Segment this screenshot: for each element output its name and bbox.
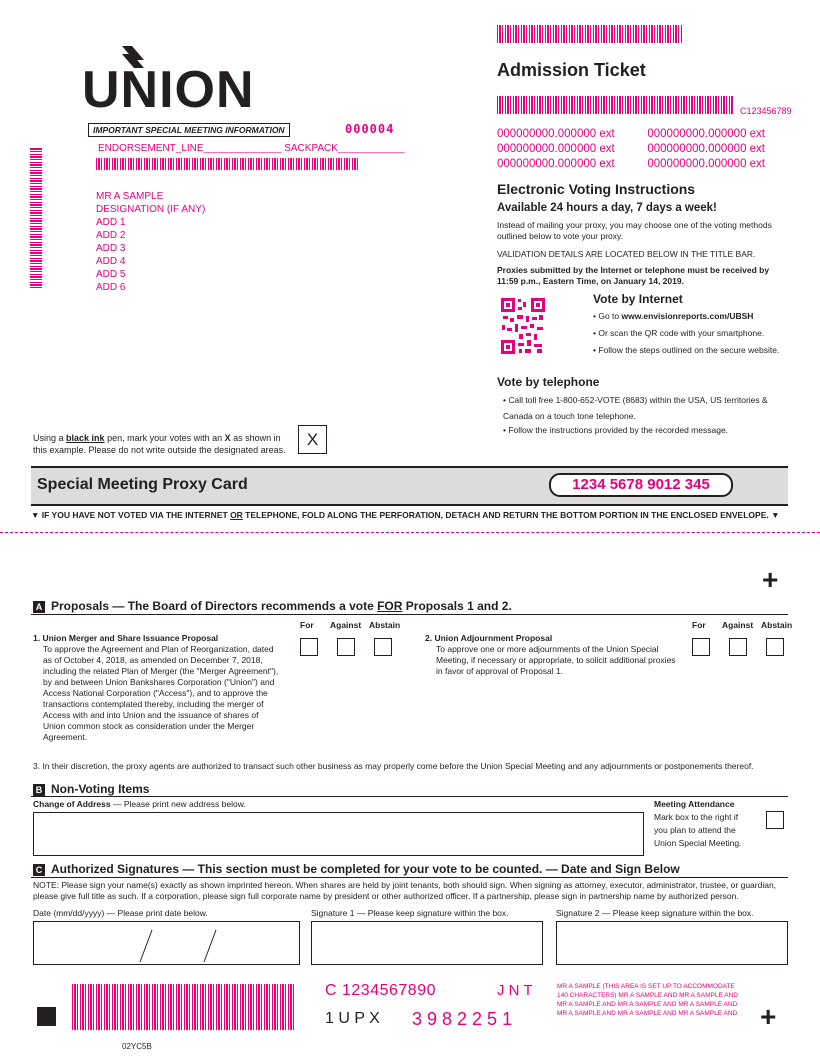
address-line: ADD 5 xyxy=(96,269,126,280)
card-number xyxy=(549,473,733,497)
address-line: DESIGNATION (IF ANY) xyxy=(96,204,206,215)
card-title: Special Meeting Proxy Card xyxy=(37,476,248,493)
ink-instruction xyxy=(33,432,293,456)
ink-pen: black ink xyxy=(66,433,105,443)
corner-marker xyxy=(37,1007,56,1026)
evi-availability: Available 24 hours a day, 7 days a week! xyxy=(497,202,717,214)
p2-against-checkbox[interactable] xyxy=(729,638,747,656)
date-slashes xyxy=(34,922,299,964)
signature-1-label: Signature 1 — Please keep signature within the box. xyxy=(311,908,509,918)
fold-a: ▼ IF YOU HAVE NOT VOTED VIA THE INTERNET xyxy=(31,510,231,520)
p1-against-checkbox[interactable] xyxy=(337,638,355,656)
footer-sample: MR A SAMPLE (THIS AREA IS SET UP TO ACCOMMODATE 140 CHARACTERS) MR A SAMPLE AND MR A SAMPLE AND MR A SAMPLE AND MR A SAMPLE AND MR A SAMPLE AND MR A SAMPLE AND MR A SAMPLE AND MR A SAMPLE AND xyxy=(557,983,738,1017)
section-b-rule xyxy=(31,796,788,797)
signature-2-label: Signature 2 — Please keep signature within the box. xyxy=(556,908,754,918)
ink-post: as shown in this example. Please do not write outside the designated areas. xyxy=(33,433,286,455)
example-mark: X xyxy=(306,430,319,449)
phone-title: Vote by telephone xyxy=(497,375,600,389)
p2-abstain-checkbox[interactable] xyxy=(766,638,784,656)
fold-or: OR xyxy=(230,510,243,520)
registration-mark-icon: + xyxy=(762,564,779,595)
date-field[interactable] xyxy=(33,921,300,965)
col-for: For xyxy=(692,620,706,630)
p2-text: To approve one or more adjournments of the Union Special Meeting, if necessary or appropriate, to solicit additional proxies in favor of approval of Proposal 1. xyxy=(436,644,676,676)
signature-2-field[interactable] xyxy=(556,921,788,965)
col-against: Against xyxy=(330,620,362,630)
logo-text: UNION xyxy=(82,61,255,119)
ext-number: 000000000.000000 ext xyxy=(497,128,615,140)
address-line: MR A SAMPLE xyxy=(96,191,164,202)
p1-text: To approve the Agreement and Plan of Reorganization, dated as of October 4, 2018, as amended on December 7, 2018, including the related Plan of Merger (the "Merger Agreement"), by and between Union Bankshares Corporation ("Union") and Access National Corporation ("Access"), and to approve the transactions contemplated thereby, including the merger of Access with and into Union and the issuance of shares of Union common stock as consideration under the Merger Agreement. xyxy=(43,644,279,742)
section-b-title: Non-Voting Items xyxy=(51,782,150,796)
change-of-address-label xyxy=(33,799,246,810)
ext-number: 000000000.000000 ext xyxy=(647,158,765,170)
evi-intro: Instead of mailing your proxy, you may choose one of the voting methods outlined below to vote your proxy. xyxy=(497,220,772,241)
internet-title: Vote by Internet xyxy=(593,292,683,306)
control-number: C123456789 xyxy=(740,106,792,116)
p1-abstain-checkbox[interactable] xyxy=(374,638,392,656)
fold-instruction xyxy=(31,510,780,520)
info-label: IMPORTANT SPECIAL MEETING INFORMATION xyxy=(88,123,290,137)
endorsement-line: ENDORSEMENT_LINE______________ SACKPACK____________ xyxy=(98,143,405,154)
footer-upx: 1 U P X xyxy=(325,1010,380,1027)
phone-call-text: • Call toll free 1-800-652-VOTE (8683) within the USA, US territories & Canada on a touch tone telephone. xyxy=(503,395,768,421)
ticket-barcode xyxy=(497,96,733,114)
signature-note: NOTE: Please sign your name(s) exactly as shown imprinted hereon. When shares are held by joint tenants, both should sign. When signing as attorney, executor, administrator, trustee, or guardian, please give full title as such. If a corporation, please sign full corporate name by president or other authorized officer. If a partnership, please sign in partnership name by authorized person. xyxy=(33,880,777,901)
footer-c-number: C 1234567890 xyxy=(325,982,436,999)
sequence-number: 000004 xyxy=(345,122,395,136)
p1-for-checkbox[interactable] xyxy=(300,638,318,656)
ext-number: 000000000.000000 ext xyxy=(647,143,765,155)
internet-follow-text: • Follow the steps outlined on the secure website. xyxy=(593,345,780,355)
meeting-attendance-checkbox[interactable] xyxy=(766,811,784,829)
section-a-badge: A xyxy=(33,601,45,613)
address-line: ADD 3 xyxy=(96,243,126,254)
section-a-title-b: Proposals 1 and 2. xyxy=(402,599,512,613)
ext-numbers xyxy=(497,127,797,172)
footer-code: 3 9 8 2 2 5 1 xyxy=(412,1009,513,1029)
date-label: Date (mm/dd/yyyy) — Please print date below. xyxy=(33,908,208,918)
evi-validation: VALIDATION DETAILS ARE LOCATED BELOW IN THE TITLE BAR. xyxy=(497,249,756,259)
footer-jnt: J N T xyxy=(497,982,533,999)
signature-1-field[interactable] xyxy=(311,921,543,965)
footer-barcode xyxy=(72,984,294,1030)
qr-code-icon xyxy=(501,298,545,354)
perforation-line xyxy=(0,532,820,533)
p3-text: 3. In their discretion, the proxy agents are authorized to transact such other business as may properly come before the Union Special Meeting and any adjournments or postponements thereof. xyxy=(33,761,754,771)
section-a-title-for: FOR xyxy=(377,599,403,613)
ticket-title: Admission Ticket xyxy=(497,60,646,80)
p1-title: 1. Union Merger and Share Issuance Proposal xyxy=(33,633,219,643)
ink-pre: Using a xyxy=(33,433,67,443)
section-b-badge: B xyxy=(33,784,45,796)
internet-go-text: • Go to xyxy=(593,311,622,321)
address-line: ADD 1 xyxy=(96,217,126,228)
registration-mark-icon: + xyxy=(760,1001,777,1032)
section-c-rule xyxy=(31,877,788,878)
evi-deadline: Proxies submitted by the Internet or telephone must be received by 11:59 p.m., Eastern Time, on January 14, 2019. xyxy=(497,265,770,286)
col-abstain: Abstain xyxy=(369,620,401,630)
section-c-title: Authorized Signatures — This section must be completed for your vote to be counted. — Date and Sign Below xyxy=(51,862,680,876)
section-a-header xyxy=(33,599,512,613)
ink-x: X xyxy=(224,433,231,443)
p2-for-checkbox[interactable] xyxy=(692,638,710,656)
section-b-header xyxy=(33,782,149,796)
section-a-rule xyxy=(31,614,788,615)
fold-b: TELEPHONE, FOLD ALONG THE PERFORATION, DETACH AND RETURN THE BOTTOM PORTION IN THE ENCLOSED ENVELOPE. ▼ xyxy=(242,510,780,520)
phone-follow-text: • Follow the instructions provided by the recorded message. xyxy=(503,425,729,435)
side-barcode xyxy=(30,148,42,288)
ink-mid: pen, mark your votes with an xyxy=(104,433,225,443)
form-code: 02YC5B xyxy=(122,1042,152,1051)
section-c-header xyxy=(33,862,680,876)
address-line: ADD 2 xyxy=(96,230,126,241)
meeting-attendance-title: Meeting Attendance xyxy=(654,799,735,809)
address-block xyxy=(96,190,205,294)
change-of-address-field[interactable] xyxy=(33,812,644,856)
ext-number: 000000000.000000 ext xyxy=(497,143,615,155)
postal-barcode xyxy=(96,158,358,170)
internet-qr-text: • Or scan the QR code with your smartphone. xyxy=(593,328,765,338)
ext-number: 000000000.000000 ext xyxy=(647,128,765,140)
p2-title: 2. Union Adjournment Proposal xyxy=(425,633,553,643)
card-number-text: 1234 5678 9012 345 xyxy=(572,476,710,493)
evi-title: Electronic Voting Instructions xyxy=(497,181,696,197)
example-mark-box xyxy=(298,425,327,454)
address-line: ADD 4 xyxy=(96,256,126,267)
internet-go xyxy=(593,311,753,322)
voting-url-link[interactable]: www.envisionreports.com/UBSH xyxy=(621,311,754,321)
union-logo xyxy=(82,42,272,118)
section-c-badge: C xyxy=(33,864,45,876)
address-line: ADD 6 xyxy=(96,282,126,293)
col-against: Against xyxy=(722,620,754,630)
col-abstain: Abstain xyxy=(761,620,793,630)
meeting-attendance-text: Mark box to the right if you plan to attend the Union Special Meeting. xyxy=(654,812,742,848)
coa-text: — Please print new address below. xyxy=(110,799,246,809)
ext-number: 000000000.000000 ext xyxy=(497,158,615,170)
ticket-barcode-top xyxy=(497,25,683,43)
coa-label: Change of Address xyxy=(33,799,111,809)
section-a-title-a: Proposals — The Board of Directors recommends a vote xyxy=(51,599,378,613)
col-for: For xyxy=(300,620,314,630)
